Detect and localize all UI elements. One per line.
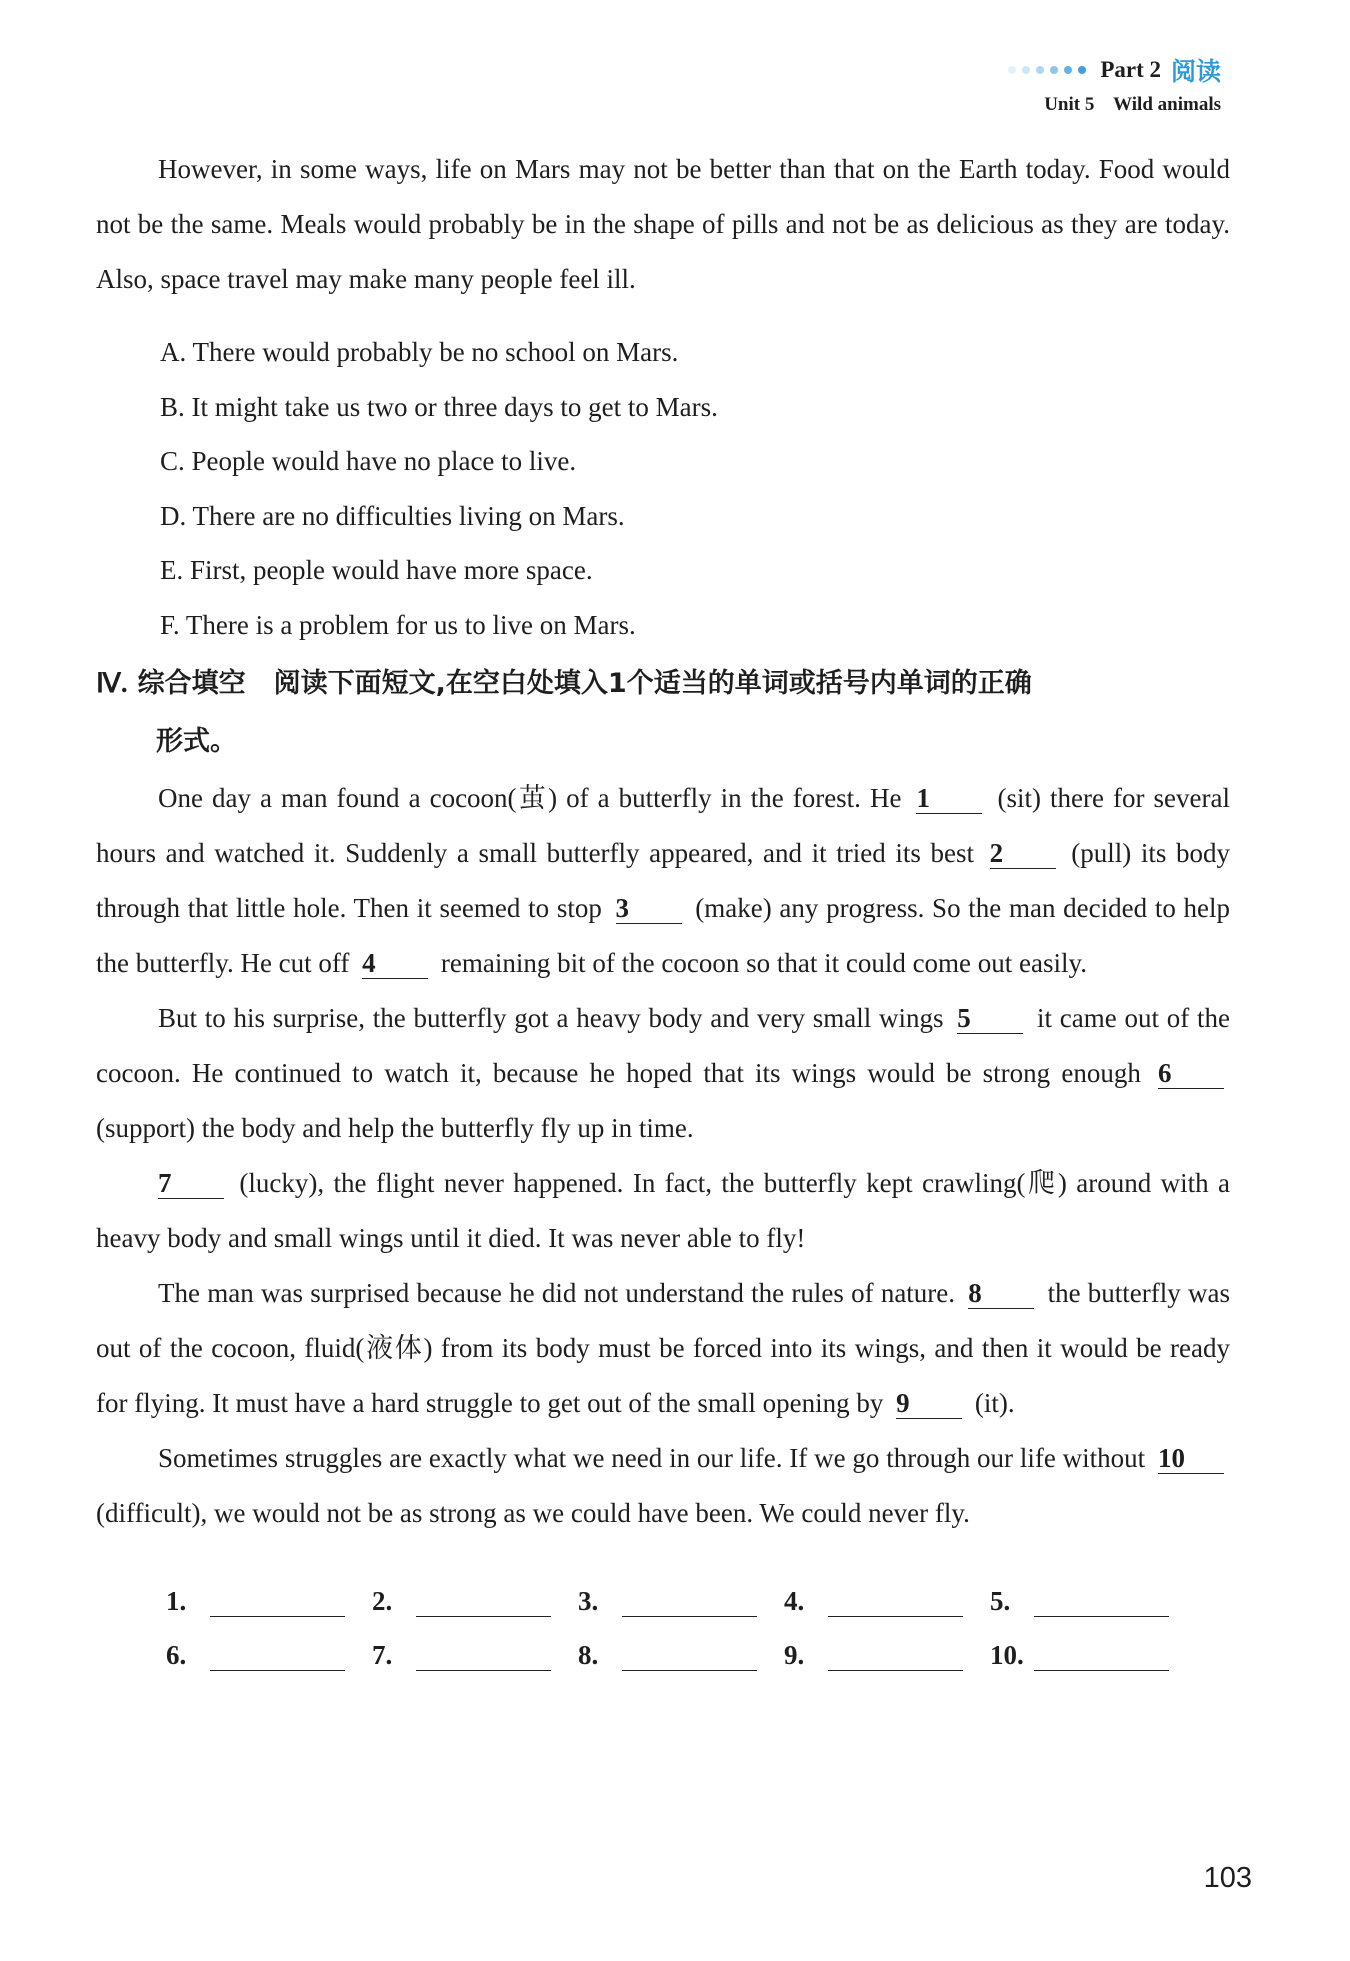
answer-slot-2[interactable] xyxy=(372,1586,578,1617)
answer-slot-4[interactable] xyxy=(784,1586,990,1617)
unit-line xyxy=(1008,94,1221,116)
page-content xyxy=(96,142,1230,1671)
dot-icon xyxy=(1022,66,1030,74)
passage-text: (make) any progress. So the man decided to help the butterfly. He cut off xyxy=(96,893,1231,978)
passage-text: (difficult), we would not be as strong as we could have been. We could never fly. xyxy=(96,1498,970,1528)
answer-line[interactable] xyxy=(828,1588,963,1617)
answer-label: 8. xyxy=(578,1640,599,1670)
answer-label: 6. xyxy=(166,1640,187,1670)
passage-text: (support) the body and help the butterfly fly up in time. xyxy=(96,1113,694,1143)
answer-label: 7. xyxy=(372,1640,393,1670)
dot-icon xyxy=(1008,66,1016,74)
answer-label: 3. xyxy=(578,1586,599,1616)
running-header xyxy=(1008,52,1221,116)
answer-line[interactable] xyxy=(210,1588,345,1617)
task-heading xyxy=(96,654,1230,771)
answer-slot-1[interactable] xyxy=(166,1586,372,1617)
answer-label: 5. xyxy=(990,1586,1011,1616)
answer-label: 1. xyxy=(166,1586,187,1616)
answer-line[interactable] xyxy=(828,1642,963,1671)
passage-text: One day a man found a cocoon(茧) of a butterfly in the forest. He xyxy=(158,783,902,813)
answer-slot-6[interactable] xyxy=(166,1640,372,1671)
dot-icon xyxy=(1036,66,1044,74)
unit-number: Unit 5 xyxy=(1044,94,1095,115)
part-label: Part 2 xyxy=(1100,57,1161,82)
option-list xyxy=(96,325,1230,652)
answer-slot-7[interactable] xyxy=(372,1640,578,1671)
section-label: 阅读 xyxy=(1170,57,1221,86)
task-number: Ⅳ. xyxy=(96,668,128,698)
answer-line[interactable] xyxy=(622,1588,757,1617)
header-top-line xyxy=(1008,52,1221,88)
blank-8[interactable]: 8 xyxy=(968,1278,1034,1309)
blank-10[interactable]: 10 xyxy=(1158,1443,1224,1474)
option-b: B. It might take us two or three days to get to Mars. xyxy=(160,391,718,422)
answer-slot-5[interactable] xyxy=(990,1586,1196,1617)
answer-slot-9[interactable] xyxy=(784,1640,990,1671)
passage-paragraph-1 xyxy=(96,771,1230,991)
answer-label: 9. xyxy=(784,1640,805,1670)
task-instruction-cont: 形式。 xyxy=(156,726,237,757)
dot-icon xyxy=(1078,66,1086,74)
answer-grid xyxy=(96,1563,1230,1671)
blank-7[interactable]: 7 xyxy=(158,1168,224,1199)
task-title: 综合填空 xyxy=(137,668,246,699)
blank-9[interactable]: 9 xyxy=(896,1388,962,1419)
passage-paragraph-2 xyxy=(96,991,1230,1156)
page-number: 103 xyxy=(1203,1862,1252,1894)
option-f: F. There is a problem for us to live on Mars. xyxy=(160,609,636,640)
passage-text: The man was surprised because he did not understand the rules of nature. xyxy=(158,1278,956,1308)
blank-3[interactable]: 3 xyxy=(616,893,682,924)
answer-label: 2. xyxy=(372,1586,393,1616)
blank-1[interactable]: 1 xyxy=(916,783,982,814)
answer-slot-8[interactable] xyxy=(578,1640,784,1671)
answer-label: 10. xyxy=(990,1640,1024,1670)
answer-slot-3[interactable] xyxy=(578,1586,784,1617)
answer-line[interactable] xyxy=(1034,1588,1169,1617)
decorative-dots xyxy=(1008,66,1086,74)
blank-2[interactable]: 2 xyxy=(990,838,1056,869)
answer-line[interactable] xyxy=(210,1642,345,1671)
passage-text: (pull) its body through that little hole. Then it seemed to stop xyxy=(96,838,1231,923)
passage-text: it came out of the cocoon. He continued to watch it, because he hoped that its wings would be strong enough xyxy=(96,1003,1231,1088)
option-d: D. There are no difficulties living on Mars. xyxy=(160,500,625,531)
answer-line[interactable] xyxy=(416,1588,551,1617)
passage-text: Sometimes struggles are exactly what we need in our life. If we go through our life without xyxy=(158,1443,1146,1473)
answer-line[interactable] xyxy=(1034,1642,1169,1671)
answer-label: 4. xyxy=(784,1586,805,1616)
passage-text: (it). xyxy=(974,1388,1015,1418)
task-instruction: 阅读下面短文,在空白处填入1个适当的单词或括号内单词的正确 xyxy=(273,668,1032,699)
passage-text: (sit) there for several hours and watched it. Suddenly a small butterfly appeared, and it tried its best xyxy=(96,783,1230,868)
passage-paragraph-5 xyxy=(96,1431,1230,1541)
option-a: A. There would probably be no school on Mars. xyxy=(160,337,679,367)
answer-line[interactable] xyxy=(416,1642,551,1671)
option-e: E. First, people would have more space. xyxy=(160,555,593,585)
passage-text: the butterfly was out of the cocoon, fluid(液体) from its body must be forced into its wings, and then it would be ready for flying. It must have a hard struggle to get out of the small opening by xyxy=(96,1278,1231,1418)
dot-icon xyxy=(1064,66,1072,74)
blank-5[interactable]: 5 xyxy=(957,1003,1023,1034)
dot-icon xyxy=(1050,66,1058,74)
answer-line[interactable] xyxy=(622,1642,757,1671)
passage-text: (lucky), the flight never happened. In fact, the butterfly kept crawling(爬) around with a heavy body and small wings until it died. It was never able to fly! xyxy=(96,1168,1231,1253)
blank-6[interactable]: 6 xyxy=(1158,1058,1224,1089)
option-c: C. People would have no place to live. xyxy=(160,446,577,476)
passage-text: But to his surprise, the butterfly got a heavy body and very small wings xyxy=(158,1003,944,1033)
passage-text: remaining bit of the cocoon so that it could come out easily. xyxy=(440,948,1088,978)
answer-row xyxy=(166,1617,1230,1671)
answer-slot-10[interactable] xyxy=(990,1640,1196,1671)
intro-paragraph: However, in some ways, life on Mars may not be better than that on the Earth today. Food would not be the same. Meals would probably be in the shape of pills and not be as delicious as they are today. Also, space travel may make many people feel ill. xyxy=(96,154,1230,294)
passage-paragraph-3 xyxy=(96,1156,1230,1266)
unit-title: Wild animals xyxy=(1113,94,1221,115)
passage-paragraph-4 xyxy=(96,1266,1230,1431)
blank-4[interactable]: 4 xyxy=(362,948,428,979)
answer-row xyxy=(166,1563,1230,1617)
